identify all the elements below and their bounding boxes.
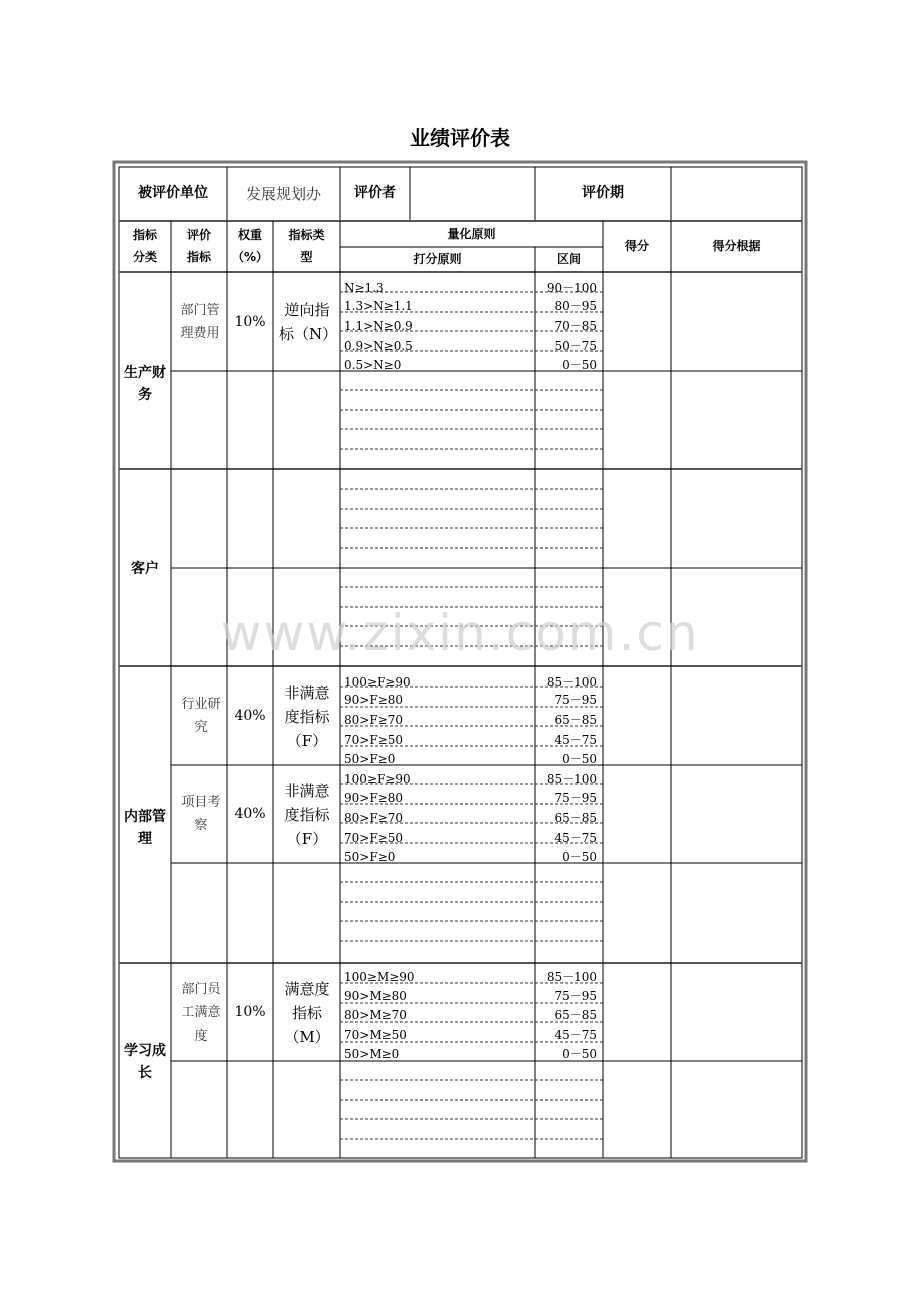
rule-text: 50>F≥0 <box>344 752 396 766</box>
range-text: 70－85 <box>554 319 597 333</box>
col-indicator-line2: 指标 <box>186 250 211 264</box>
rule-text: N≥1.3 <box>344 281 384 295</box>
rule-text: 70>F≥50 <box>344 831 403 845</box>
indicator-weight: 10% <box>234 1004 266 1021</box>
unit-label: 被评价单位 <box>138 185 208 202</box>
col-basis: 得分根据 <box>712 239 761 254</box>
category-internal-management: 内部管理 <box>124 808 166 847</box>
range-text: 0－50 <box>562 1047 597 1061</box>
col-quantify: 量化原则 <box>447 227 496 242</box>
range-text: 65－85 <box>554 1008 597 1022</box>
range-text: 85－100 <box>546 675 597 689</box>
range-text: 45－75 <box>554 1028 597 1042</box>
indicator-name: 部门员工满意度 <box>181 981 221 1044</box>
range-text: 0－50 <box>562 752 597 766</box>
period-label: 评价期 <box>582 185 624 202</box>
range-text: 75－95 <box>554 989 597 1003</box>
indicator-weight: 10% <box>234 313 266 330</box>
col-category <box>119 223 171 271</box>
indicator-type: 非满意度指标（F） <box>284 684 330 750</box>
range-text: 85－100 <box>546 970 597 984</box>
range-text: 65－85 <box>554 811 597 825</box>
col-score: 得分 <box>624 239 649 254</box>
category-customer: 客户 <box>131 560 159 577</box>
rule-text: 50>F≥0 <box>344 850 396 864</box>
rule-text: 90>F≥80 <box>344 791 403 805</box>
col-category-line2: 分类 <box>132 250 157 264</box>
col-type <box>273 223 340 271</box>
range-text: 80－95 <box>554 299 597 313</box>
range-text: 50－75 <box>554 339 597 353</box>
unit-value[interactable]: 发展规划办 <box>245 184 321 203</box>
rule-text: 80>M≥70 <box>344 1008 407 1022</box>
range-text: 0－50 <box>562 358 597 372</box>
rule-text: 70>F≥50 <box>344 733 403 747</box>
watermark: www.zixin.com.cn <box>220 604 700 662</box>
rule-text: 100≥F≥90 <box>344 772 411 786</box>
indicator-name: 部门管理费用 <box>180 302 220 341</box>
range-text: 45－75 <box>554 831 597 845</box>
range-text: 90－100 <box>546 281 597 295</box>
rule-text: 100≥F≥90 <box>344 675 411 689</box>
indicator-type: 满意度指标（M） <box>284 980 330 1046</box>
rule-text: 0.9>N≥0.5 <box>344 339 413 353</box>
range-text: 45－75 <box>554 733 597 747</box>
rule-text: 50>M≥0 <box>344 1047 400 1061</box>
rule-text: 0.5>N≥0 <box>344 358 402 372</box>
category-learning-growth: 学习成长 <box>124 1042 166 1081</box>
indicator-name: 行业研究 <box>181 696 221 735</box>
page-title: 业绩评价表 <box>410 126 510 150</box>
evaluator-field[interactable] <box>410 167 535 220</box>
indicator-weight: 40% <box>234 805 266 822</box>
col-type-line2: 型 <box>300 250 313 264</box>
evaluator-label: 评价者 <box>354 185 396 202</box>
col-rule: 打分原则 <box>413 251 462 266</box>
period-field[interactable] <box>671 167 802 220</box>
indicator-weight: 40% <box>234 708 266 725</box>
range-text: 65－85 <box>554 713 597 727</box>
rule-text: 100≥M≥90 <box>344 970 415 984</box>
rule-text: 80>F≥70 <box>344 713 403 727</box>
col-type-line1: 指标类 <box>288 228 325 243</box>
range-text: 75－95 <box>554 791 597 805</box>
rule-text: 1.3>N≥1.1 <box>344 299 413 313</box>
range-text: 0－50 <box>562 850 597 864</box>
col-category-line1: 指标 <box>132 228 157 243</box>
col-indicator <box>171 223 227 271</box>
rule-text: 90>F≥80 <box>344 693 403 707</box>
col-weight-line1: 权重 <box>237 228 262 243</box>
col-indicator-line1: 评价 <box>186 228 211 243</box>
col-range: 区间 <box>556 251 581 266</box>
rule-text: 70>M≥50 <box>344 1028 407 1042</box>
rule-text: 90>M≥80 <box>344 989 407 1003</box>
col-weight <box>227 223 273 271</box>
indicator-type: 逆向指标（N） <box>279 301 338 343</box>
indicator-name: 项目考察 <box>181 794 221 833</box>
rule-text: 80>F≥70 <box>344 811 403 825</box>
rule-text: 1.1>N≥0.9 <box>344 319 413 333</box>
indicator-type: 非满意度指标（F） <box>284 782 330 848</box>
category-production-finance: 生产财务 <box>124 364 166 403</box>
col-weight-line2: （%） <box>231 250 269 264</box>
range-text: 85－100 <box>546 772 597 786</box>
range-text: 75－95 <box>554 693 597 707</box>
